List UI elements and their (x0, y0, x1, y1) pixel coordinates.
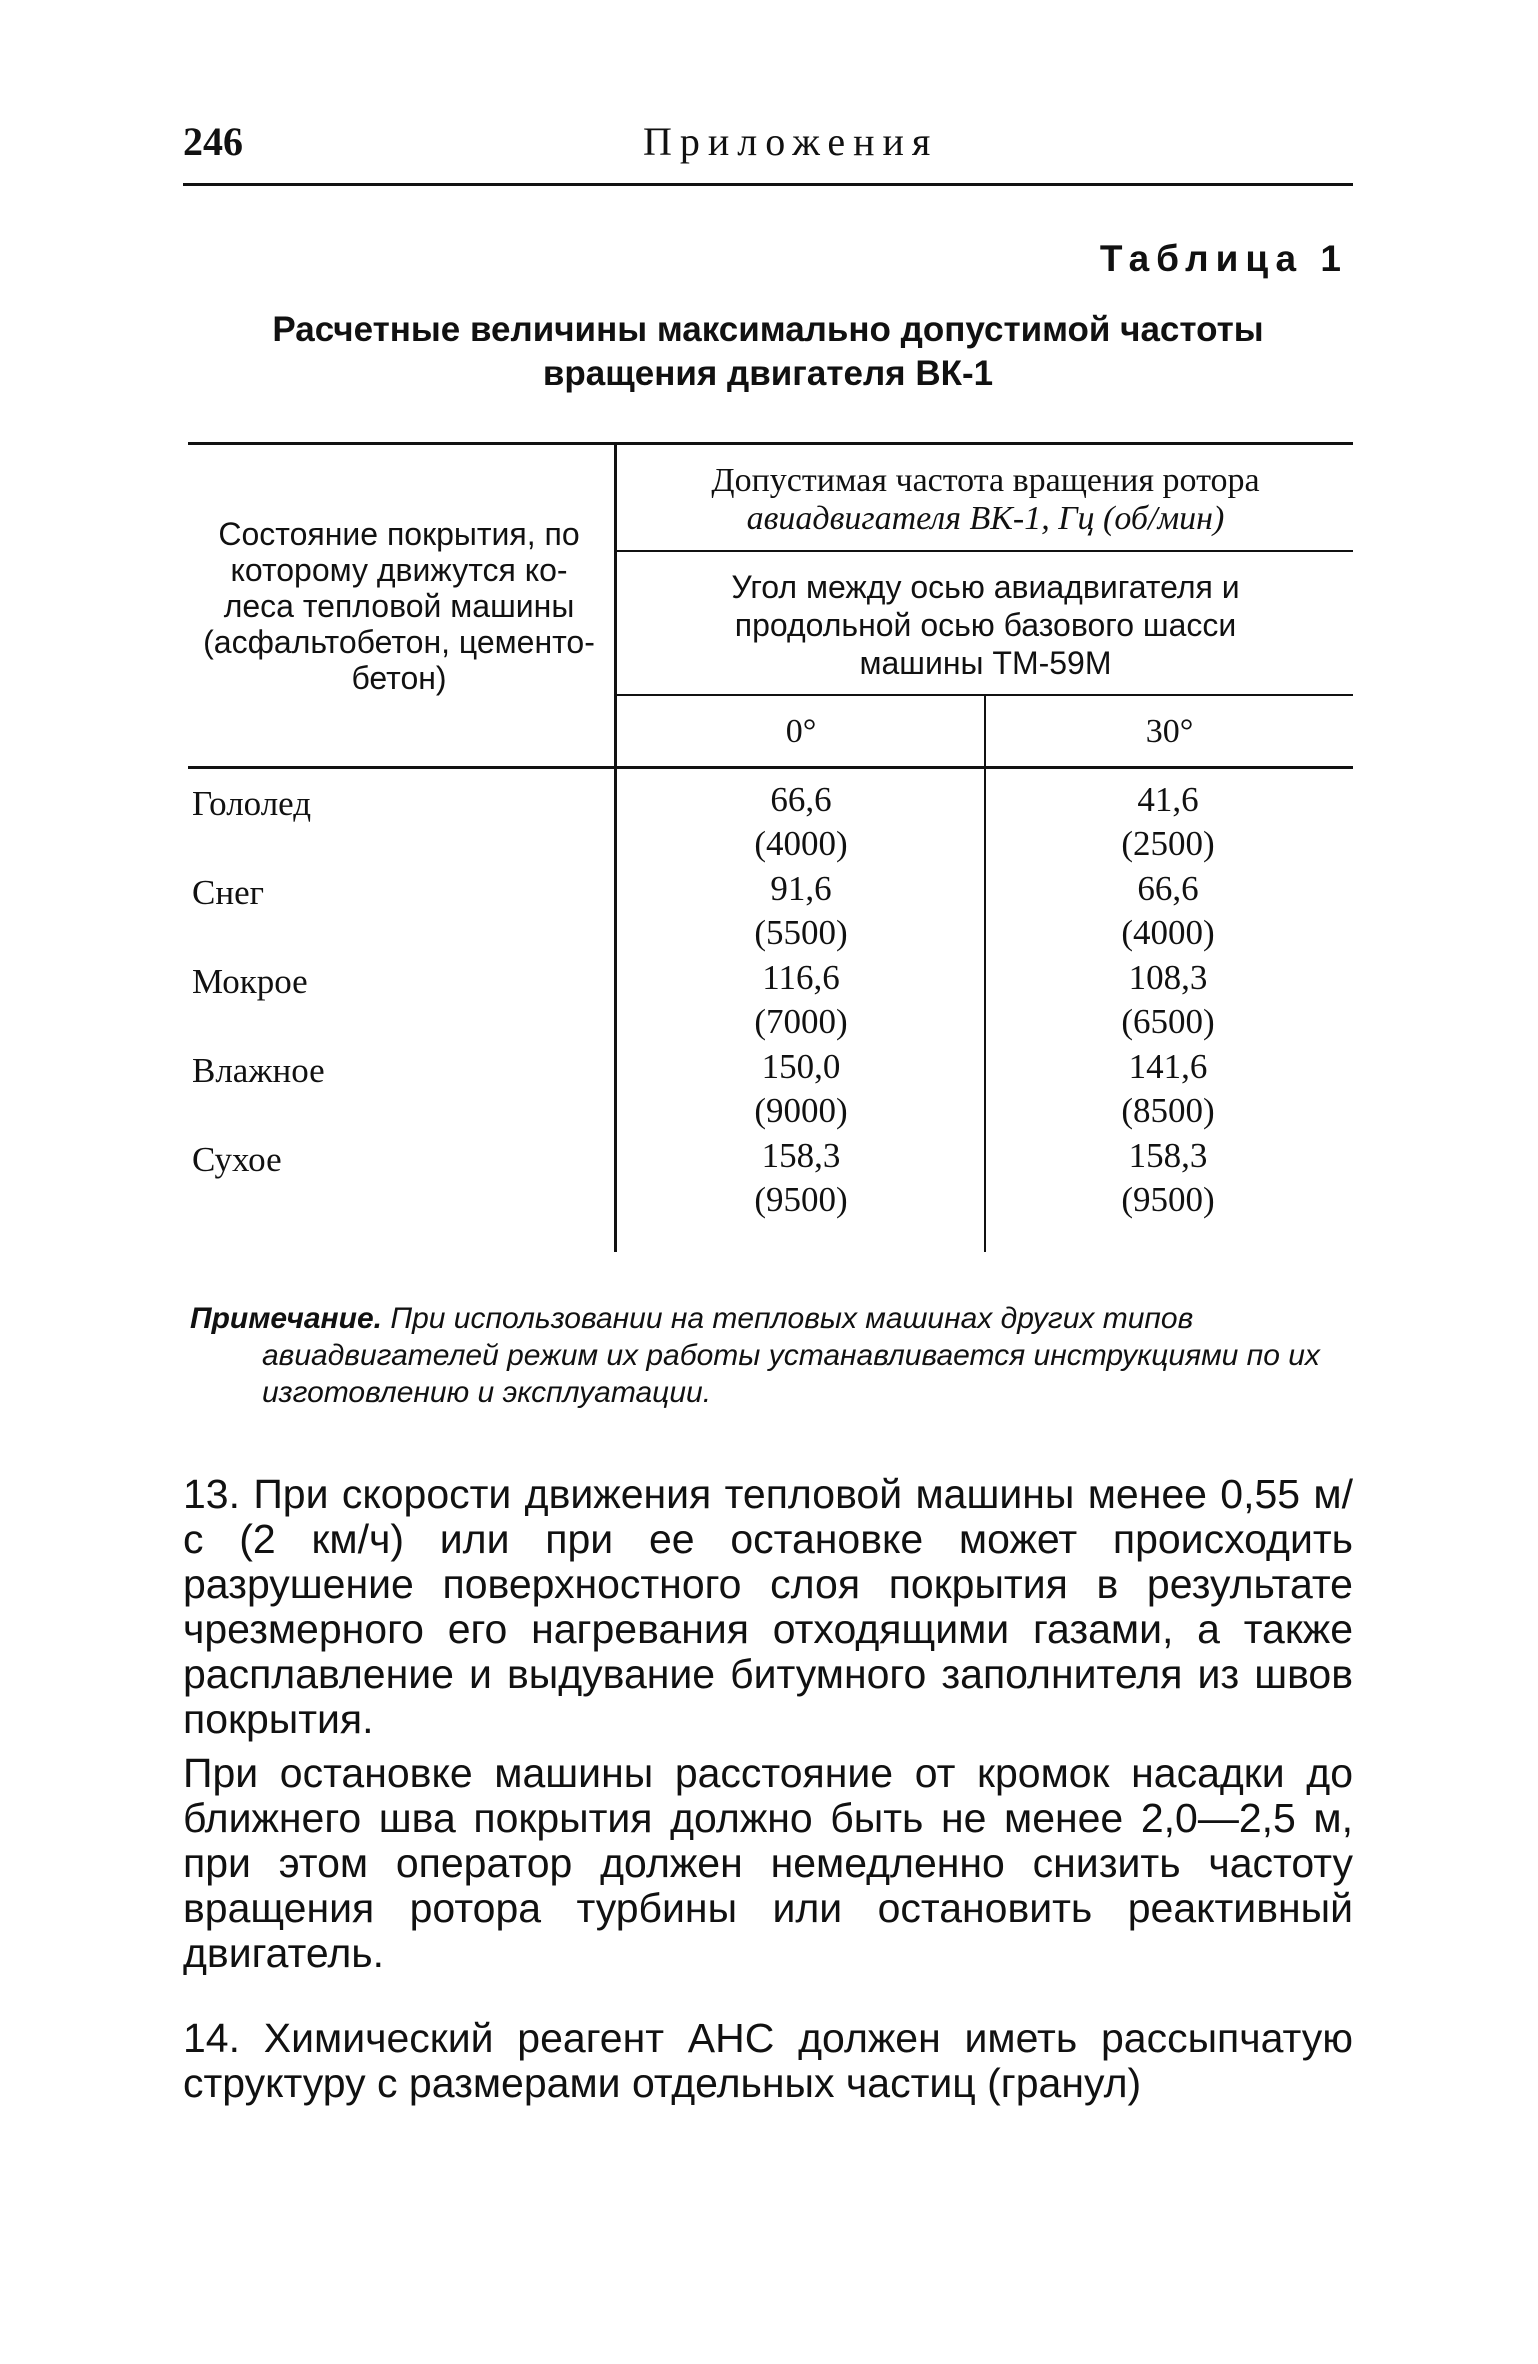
value-0deg (701, 956, 901, 1044)
value-30deg (1068, 1134, 1268, 1222)
header-line: продольной осью базового шасси (734, 607, 1237, 643)
table-label: Таблица 1 (1099, 238, 1348, 279)
table-col-divider (984, 694, 986, 1252)
table-sub-rule (614, 550, 1353, 552)
table-header-rule (188, 766, 1353, 769)
header-line: Состояние покрытия, по (218, 516, 580, 552)
value-30deg (1068, 778, 1268, 866)
hz-value: 158,3 (1128, 1136, 1208, 1175)
hz-value: 66,6 (1137, 869, 1199, 908)
header-line: леса тепловой машины (223, 588, 575, 624)
value-0deg (701, 867, 901, 955)
header-rule (183, 183, 1353, 186)
note-text: При использовании на тепловых машинах других типов авиадвигателей режим их работы устанавливается инструкциями по их изготовлению и эксплуатации. (262, 1302, 1320, 1409)
body-paragraph (183, 1472, 1353, 1742)
angle-0-header: 0° (785, 713, 817, 750)
frequency-column-header (618, 462, 1353, 538)
note-label: Примечание. (190, 1302, 382, 1335)
row-state: Сухое (192, 1140, 282, 1179)
value-30deg (1068, 956, 1268, 1044)
rpm-value: (9000) (754, 1091, 848, 1130)
hz-value: 108,3 (1128, 958, 1208, 997)
rpm-value: (9500) (1121, 1180, 1215, 1219)
angle-30-header: 30° (1145, 713, 1194, 750)
table-title-line: вращения двигателя ВК-1 (542, 354, 994, 393)
rpm-value: (4000) (1121, 913, 1215, 952)
table-col-divider (614, 442, 617, 1252)
page-number: 246 (183, 119, 243, 164)
hz-value: 141,6 (1128, 1047, 1208, 1086)
body-paragraph (183, 2016, 1353, 2106)
row-state: Мокрое (192, 962, 308, 1001)
value-0deg (701, 1134, 901, 1222)
rpm-value: (8500) (1121, 1091, 1215, 1130)
value-0deg (701, 1045, 901, 1133)
rpm-value: (6500) (1121, 1002, 1215, 1041)
body-paragraph (183, 1751, 1353, 1976)
table-title (183, 308, 1353, 396)
rpm-value: (4000) (754, 824, 848, 863)
header-line: авиадвигателя ВК-1, Гц (об/мин) (746, 500, 1225, 537)
table-note (190, 1300, 1350, 1411)
row-state: Снег (192, 873, 264, 912)
hz-value: 41,6 (1137, 780, 1199, 819)
hz-value: 66,6 (770, 780, 832, 819)
paragraph-14: 14. Химический реагент АНС должен иметь рассыпчатую структуру с размерами отдельных частиц (гранул) (183, 2015, 1353, 2106)
header-line: Угол между осью авиадвигателя и (731, 569, 1240, 605)
value-30deg (1068, 867, 1268, 955)
header-line: (асфальтобетон, цементо- (203, 624, 595, 660)
running-head: Приложения (643, 119, 939, 164)
table-title-line: Расчетные величины максимально допустимой частоты (272, 310, 1264, 349)
header-line: Допустимая частота вращения ротора (711, 462, 1260, 499)
paragraph-13-continued: При остановке машины расстояние от кромок насадки до ближнего шва покрытия должно быть не менее 2,0—2,5 м, при этом оператор должен немедленно снизить частоту вращения ротора турбины или остановить реактивный двигатель. (183, 1750, 1353, 1976)
rpm-value: (9500) (754, 1180, 848, 1219)
angle-column-header (618, 568, 1353, 682)
rpm-value: (5500) (754, 913, 848, 952)
page-header (183, 118, 1353, 178)
header-line: машины ТМ-59М (859, 645, 1112, 681)
paragraph-13: 13. При скорости движения тепловой машины менее 0,55 м/с (2 км/ч) или при ее остановке может происходить разрушение поверхностного слоя покрытия в результате чрезмерного его нагревания отходящими газами, а также расплавление и выдувание битумного заполнителя из швов покрытия. (183, 1471, 1353, 1742)
value-30deg (1068, 1045, 1268, 1133)
header-line: бетон) (351, 660, 447, 696)
hz-value: 150,0 (761, 1047, 841, 1086)
note-paragraph (190, 1300, 1350, 1411)
hz-value: 91,6 (770, 869, 832, 908)
rpm-value: (7000) (754, 1002, 848, 1041)
rpm-value: (2500) (1121, 824, 1215, 863)
header-line: которому движутся ко- (230, 552, 568, 588)
hz-value: 116,6 (762, 958, 840, 997)
row-state: Влажное (192, 1051, 325, 1090)
hz-value: 158,3 (761, 1136, 841, 1175)
data-table (188, 442, 1353, 1252)
value-0deg (701, 778, 901, 866)
table-top-rule (188, 442, 1353, 445)
state-column-header (188, 516, 610, 696)
row-state: Гололед (192, 784, 312, 823)
